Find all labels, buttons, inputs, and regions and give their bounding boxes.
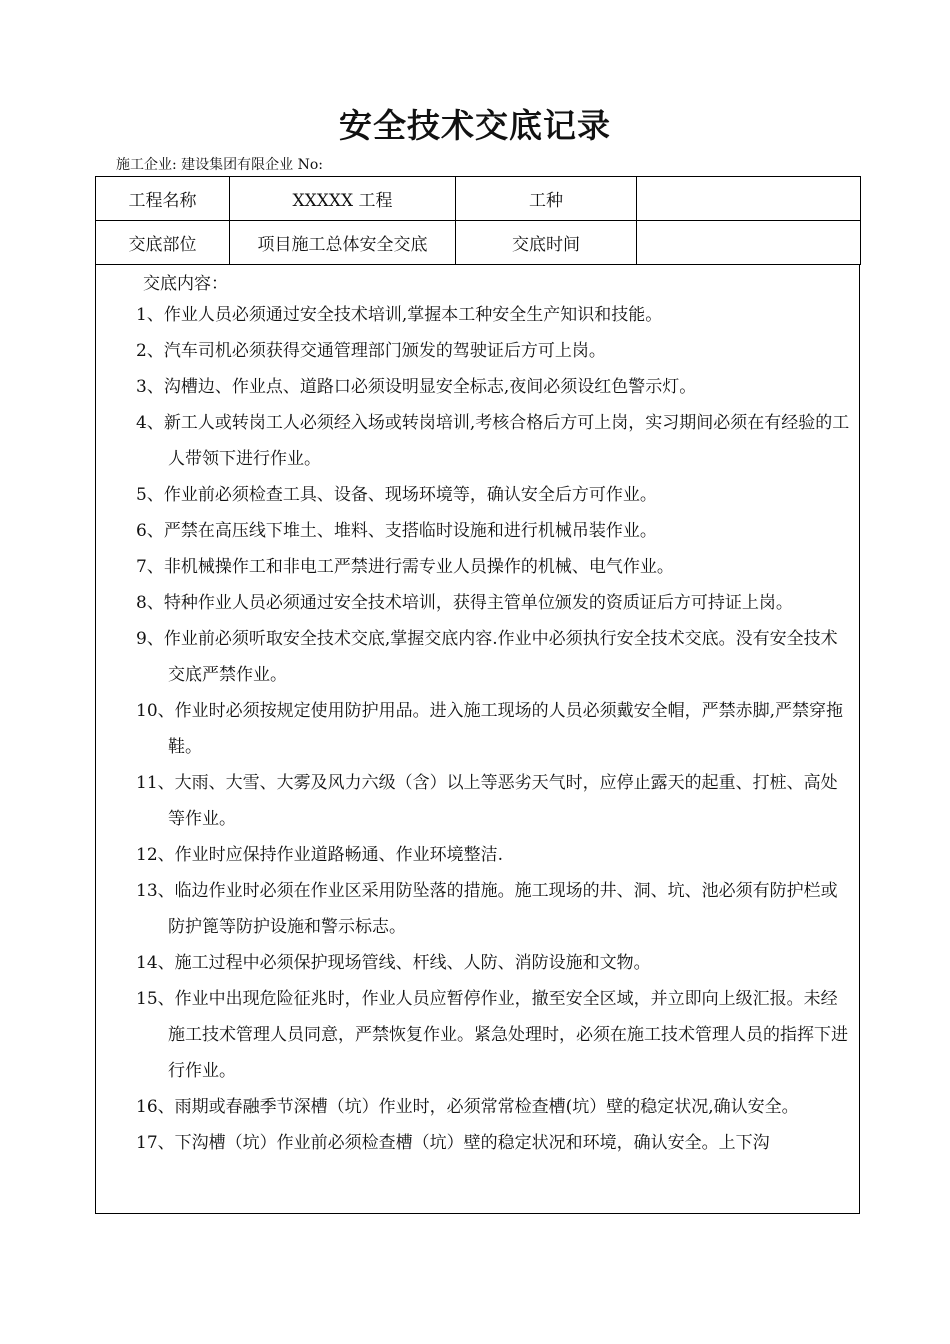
briefing-time-value bbox=[637, 221, 861, 265]
list-item: 13、临边作业时必须在作业区采用防坠落的措施。施工现场的井、洞、坑、池必须有防护栏或防护篦等防护设施和警示标志。 bbox=[136, 881, 838, 937]
header-table bbox=[95, 176, 861, 265]
list-item: 3、沟槽边、作业点、道路口必须设明显安全标志,夜间必须设红色警示灯。 bbox=[136, 377, 697, 397]
list-item: 9、作业前必须听取安全技术交底,掌握交底内容.作业中必须执行安全技术交底。没有安全技术交底严禁作业。 bbox=[136, 629, 838, 685]
header-row-project bbox=[96, 177, 861, 221]
briefing-items-list bbox=[136, 297, 852, 1161]
list-item: 16、雨期或春融季节深槽（坑）作业时，必须常常检查槽(坑）壁的稳定状况,确认安全。 bbox=[136, 1097, 799, 1117]
trade-label: 工种 bbox=[456, 177, 637, 221]
list-item: 4、新工人或转岗工人必须经入场或转岗培训,考核合格后方可上岗，实习期间必须在有经验的工人带领下进行作业。 bbox=[136, 413, 850, 469]
content-label: 交底内容： bbox=[143, 274, 228, 294]
list-item: 8、特种作业人员必须通过安全技术培训，获得主管单位颁发的资质证后方可持证上岗。 bbox=[136, 593, 793, 613]
project-name-label: 工程名称 bbox=[96, 177, 230, 221]
briefing-location-value: 项目施工总体安全交底 bbox=[230, 221, 456, 265]
company-line: 施工企业: 建设集团有限企业 No: bbox=[116, 157, 324, 173]
list-item: 15、作业中出现危险征兆时，作业人员应暂停作业，撤至安全区域，并立即向上级汇报。未经施工技术管理人员同意，严禁恢复作业。紧急处理时，必须在施工技术管理人员的指挥下进行作业。 bbox=[136, 989, 848, 1081]
list-item: 17、下沟槽（坑）作业前必须检查槽（坑）壁的稳定状况和环境，确认安全。上下沟 bbox=[136, 1133, 770, 1153]
trade-value bbox=[637, 177, 861, 221]
list-item: 1、作业人员必须通过安全技术培训,掌握本工种安全生产知识和技能。 bbox=[136, 305, 663, 325]
list-item: 11、大雨、大雪、大雾及风力六级（含）以上等恶劣天气时，应停止露天的起重、打桩、高处等作业。 bbox=[136, 773, 838, 829]
document-title: 安全技术交底记录 bbox=[339, 106, 611, 145]
list-item: 7、非机械操作工和非电工严禁进行需专业人员操作的机械、电气作业。 bbox=[136, 557, 674, 577]
project-name-value: XXXXX 工程 bbox=[230, 177, 456, 221]
list-item: 14、施工过程中必须保护现场管线、杆线、人防、消防设施和文物。 bbox=[136, 953, 651, 973]
list-item: 2、汽车司机必须获得交通管理部门颁发的驾驶证后方可上岗。 bbox=[136, 341, 606, 361]
briefing-location-label: 交底部位 bbox=[96, 221, 230, 265]
briefing-content-box bbox=[95, 265, 860, 1214]
header-row-location bbox=[96, 221, 861, 265]
list-item: 12、作业时应保持作业道路畅通、作业环境整洁. bbox=[136, 845, 504, 865]
list-item: 10、作业时必须按规定使用防护用品。进入施工现场的人员必须戴安全帽，严禁赤脚,严禁穿拖鞋。 bbox=[136, 701, 844, 757]
briefing-time-label: 交底时间 bbox=[456, 221, 637, 265]
list-item: 6、严禁在高压线下堆土、堆料、支搭临时设施和进行机械吊装作业。 bbox=[136, 521, 657, 541]
list-item: 5、作业前必须检查工具、设备、现场环境等，确认安全后方可作业。 bbox=[136, 485, 657, 505]
